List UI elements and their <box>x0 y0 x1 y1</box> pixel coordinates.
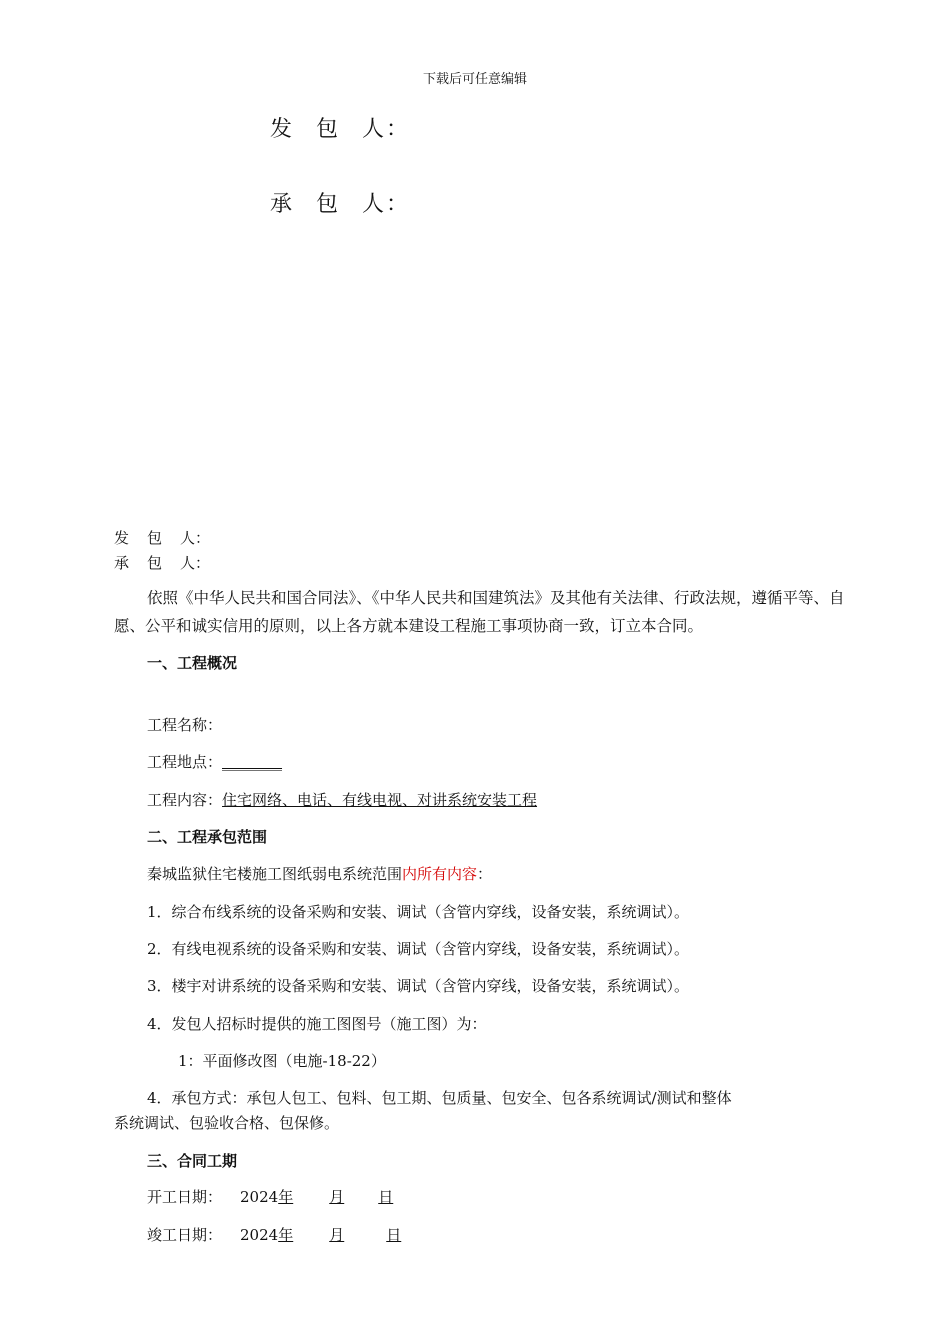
start-year-unit: 年 <box>278 1188 294 1206</box>
scope-item-2: 2．有线电视系统的设备采购和安装、调试（含管内穿线，设备安装，系统调试）。 <box>147 940 690 958</box>
start-date-field <box>278 1188 441 1206</box>
project-location-label: 工程地点： <box>147 753 223 771</box>
header-note: 下载后可任意编辑 <box>422 72 527 87</box>
party-contractor-char-3: 人： <box>180 554 211 572</box>
end-year-unit: 年 <box>278 1226 294 1244</box>
cover-issuer-label <box>270 112 410 143</box>
party-issuer-char-3: 人： <box>180 529 211 547</box>
project-content <box>147 789 537 810</box>
project-content-value: 住宅网络、电话、有线电视、对讲系统安装工程 <box>222 791 538 809</box>
contract-method-line1: 4．承包方式：承包人包工、包料、包工期、包质量、包安全、包各系统调试/测试和整体 <box>147 1089 732 1107</box>
scope-item-3: 3．楼宇对讲系统的设备采购和安装、调试（含管内穿线，设备安装，系统调试）。 <box>147 977 690 995</box>
party-contractor-char-1: 承 <box>114 554 130 572</box>
end-date-label: 竣工日期： <box>147 1226 223 1244</box>
section2-title: 二、工程承包范围 <box>147 828 268 846</box>
end-date-row <box>147 1224 441 1245</box>
project-location-value: ________ <box>222 753 283 771</box>
project-location <box>147 751 282 772</box>
cover-contractor-label <box>270 187 410 218</box>
party-issuer-char-1: 发 <box>114 529 130 547</box>
end-date-year: 2024 <box>240 1226 279 1244</box>
section3-title: 三、合同工期 <box>147 1152 238 1170</box>
contract-method-line2: 系统调试、包验收合格、包保修。 <box>114 1114 340 1132</box>
end-day-unit: 日 <box>386 1226 402 1244</box>
party-contractor-char-2: 包 <box>147 554 163 572</box>
start-date-year: 2024 <box>240 1188 279 1206</box>
party-contractor <box>114 552 210 573</box>
cover-contractor-char-2: 包 <box>316 192 341 217</box>
cover-contractor-char-3: 人： <box>362 192 411 217</box>
scope-end: ： <box>477 865 493 883</box>
cover-issuer-char-2: 包 <box>316 117 341 142</box>
cover-issuer-char-1: 发 <box>270 117 295 142</box>
scope-line <box>147 863 492 884</box>
start-date-row <box>147 1186 441 1207</box>
drawing-number: 1：平面修改图（电施-18-22） <box>178 1052 386 1070</box>
end-month-unit: 月 <box>329 1226 345 1244</box>
project-name-label: 工程名称： <box>147 716 223 734</box>
end-date-field <box>278 1226 441 1244</box>
cover-contractor-char-1: 承 <box>270 192 295 217</box>
party-issuer <box>114 527 210 548</box>
project-content-label: 工程内容： <box>147 791 223 809</box>
scope-text: 秦城监狱住宅楼施工图纸弱电系统范围 <box>147 865 403 883</box>
scope-item-4: 4．发包人招标时提供的施工图图号（施工图）为： <box>147 1015 487 1033</box>
cover-issuer-char-3: 人： <box>362 117 411 142</box>
section1-title: 一、工程概况 <box>147 654 238 672</box>
scope-item-1: 1．综合布线系统的设备采购和安装、调试（含管内穿线，设备安装，系统调试）。 <box>147 903 690 921</box>
intro-text: 依照《中华人民共和国合同法》、《中华人民共和国建筑法》及其他有关法律、行政法规，遵循平等、自愿、公平和诚实信用的原则，以上各方就本建设工程施工事项协商一致，订立本合同。 <box>114 589 845 635</box>
start-date-label: 开工日期： <box>147 1188 223 1206</box>
party-issuer-char-2: 包 <box>147 529 163 547</box>
scope-highlight: 内所有内容 <box>402 865 478 883</box>
start-day-unit: 日 <box>378 1188 394 1206</box>
intro-paragraph <box>114 584 854 640</box>
start-month-unit: 月 <box>329 1188 345 1206</box>
